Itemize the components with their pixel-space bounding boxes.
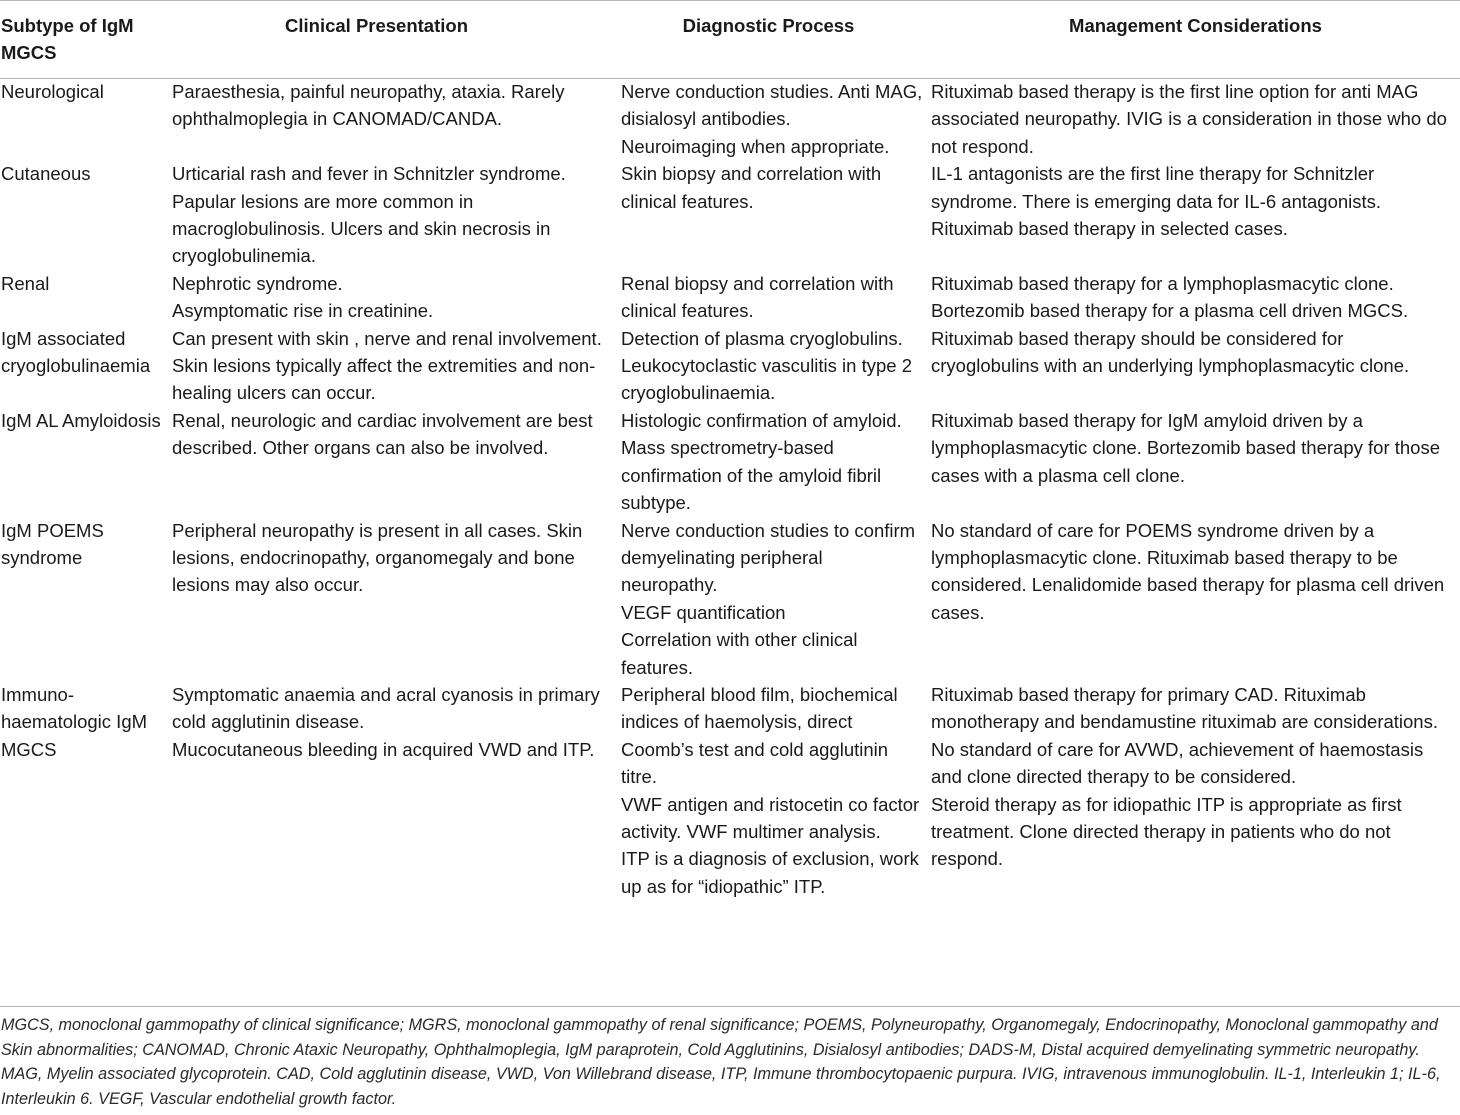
table-body (0, 78, 1460, 900)
cell-paragraph: Renal, neurologic and cardiac involvement are best described. Other organs can also be involved. (172, 409, 593, 459)
subtype-cell: Neurological (1, 81, 104, 102)
management-cell (931, 270, 1460, 325)
cell-paragraph: Steroid therapy as for idiopathic ITP is appropriate as first treatment. Clone directed therapy in patients who do not respond. (931, 793, 1402, 870)
cell-paragraph: VWF antigen and ristocetin co factor activity. VWF multimer analysis. (621, 793, 920, 842)
cell-paragraph: Rituximab based therapy should be considered for cryoglobulins with an underlying lymphoplasmacytic clone. (931, 327, 1410, 377)
management-cell (931, 517, 1460, 681)
clinical-cell (172, 681, 621, 900)
management-cell (931, 681, 1460, 900)
cell-paragraph: Renal biopsy and correlation with clinical features. (621, 272, 894, 322)
management-cell (931, 325, 1460, 407)
clinical-cell (172, 78, 621, 160)
cell-paragraph: Peripheral blood film, biochemical indices of haemolysis, direct Coomb’s test and cold agglutinin titre. (621, 683, 898, 788)
header-subtype: Subtype of IgM MGCS (1, 15, 134, 63)
cell-paragraph: Paraesthesia, painful neuropathy, ataxia. Rarely ophthalmoplegia in CANOMAD/CANDA. (172, 81, 565, 130)
table-row (0, 160, 1460, 270)
clinical-cell (172, 270, 621, 325)
cell-paragraph: Rituximab based therapy for primary CAD. Rituximab monotherapy and bendamustine rituximab are considerations. (931, 683, 1438, 733)
diagnostic-cell (621, 517, 931, 681)
cell-paragraph: Urticarial rash and fever in Schnitzler syndrome. (172, 163, 566, 185)
cell-paragraph: Mass spectrometry-based confirmation of the amyloid fibril subtype. (621, 437, 882, 514)
cell-paragraph: Peripheral neuropathy is present in all cases. Skin lesions, endocrinopathy, organomegaly and bone lesions may also occur. (172, 519, 583, 596)
cell-paragraph: Asymptomatic rise in creatinine. (172, 300, 434, 322)
header-clinical-presentation: Clinical Presentation (285, 15, 468, 36)
cell-paragraph: Correlation with other clinical features. (621, 629, 858, 678)
subtype-cell: Immuno-haematologic IgM MGCS (1, 683, 148, 760)
cell-paragraph: Histologic confirmation of amyloid. (621, 409, 902, 431)
cell-paragraph: Mucocutaneous bleeding in acquired VWD and ITP. (172, 738, 595, 760)
clinical-cell (172, 517, 621, 681)
clinical-cell (172, 407, 621, 517)
cell-paragraph: No standard of care for AVWD, achievement of haemostasis and clone directed therapy to be considered. (931, 738, 1424, 788)
cell-paragraph: Papular lesions are more common in macroglobulinosis. Ulcers and skin necrosis in cryoglobulinemia. (172, 190, 551, 267)
cell-paragraph: Rituximab based therapy for a lymphoplasmacytic clone. (931, 272, 1394, 294)
cell-paragraph: Nephrotic syndrome. (172, 272, 343, 294)
cell-paragraph: Rituximab based therapy for IgM amyloid driven by a lymphoplasmacytic clone. Bortezomib based therapy for those cases with a plasma cell clone. (931, 409, 1441, 486)
header-management-considerations: Management Considerations (1069, 15, 1322, 36)
subtype-cell: Renal (1, 272, 50, 294)
clinical-cell (172, 160, 621, 270)
diagnostic-cell (621, 160, 931, 270)
cell-paragraph: VEGF quantification (621, 601, 786, 623)
cell-paragraph: Symptomatic anaemia and acral cyanosis in primary cold agglutinin disease. (172, 683, 600, 733)
table-bottom-rule (0, 1006, 1460, 1007)
cell-paragraph: Bortezomib based therapy for a plasma cell driven MGCS. (931, 300, 1409, 322)
table-row (0, 517, 1460, 681)
subtype-cell: Cutaneous (1, 163, 91, 185)
cell-paragraph: Nerve conduction studies. Anti MAG, disialosyl antibodies. (621, 81, 923, 130)
cell-paragraph: Can present with skin , nerve and renal involvement. Skin lesions typically affect the extremities and non-healing ulcers can occur. (172, 327, 602, 404)
cell-paragraph: No standard of care for POEMS syndrome driven by a lymphoplasmacytic clone. Rituximab based therapy to be considered. Lenalidomide based therapy for plasma cell driven cases. (931, 519, 1445, 623)
diagnostic-cell (621, 78, 931, 160)
diagnostic-cell (621, 407, 931, 517)
cell-paragraph: Skin biopsy and correlation with clinical features. (621, 163, 882, 212)
cell-paragraph: ITP is a diagnosis of exclusion, work up as for “idiopathic” ITP. (621, 848, 919, 897)
management-cell (931, 78, 1460, 160)
cell-paragraph: Nerve conduction studies to confirm demyelinating peripheral neuropathy. (621, 519, 916, 596)
table-row (0, 681, 1460, 900)
clinical-cell (172, 325, 621, 407)
cell-paragraph: Neuroimaging when appropriate. (621, 135, 890, 157)
table-row (0, 270, 1460, 325)
cell-paragraph: Rituximab based therapy in selected cases. (931, 218, 1288, 240)
table-footnote: MGCS, monoclonal gammopathy of clinical significance; MGRS, monoclonal gammopathy of renal significance; POEMS, Polyneuropathy, Organomegaly, Endocrinopathy, Monoclonal gammopathy and Skin abnormalities; CANOMAD, Chronic Ataxic Neuropathy, Ophthalmoplegia, IgM paraprotein, Cold Agglutinins, Disialosyl antibodies; DADS-M, Distal acquired demyelinating symmetric neuropathy. MAG, Myelin associated glycoprotein. CAD, Cold agglutinin disease, VWD, Von Willebrand disease, ITP, Immune thrombocytopaenic purpura. IVIG, intravenous immunoglobulin. IL-1, Interleukin 1; IL-6, Interleukin 6. VEGF, Vascular endothelial growth factor. (1, 1016, 1441, 1109)
cell-paragraph: Detection of plasma cryoglobulins. Leukocytoclastic vasculitis in type 2 cryoglobulinaemia. (621, 327, 912, 404)
header-row (0, 0, 1460, 78)
table-row (0, 78, 1460, 160)
subtype-cell: IgM POEMS syndrome (1, 519, 104, 568)
cell-paragraph: IL-1 antagonists are the first line therapy for Schnitzler syndrome. There is emerging data for IL-6 antagonists. (931, 163, 1382, 212)
subtype-cell: IgM associated cryoglobulinaemia (1, 327, 151, 377)
table-row (0, 407, 1460, 517)
diagnostic-cell (621, 325, 931, 407)
header-diagnostic-process: Diagnostic Process (682, 15, 855, 36)
cell-paragraph: Rituximab based therapy is the first line option for anti MAG associated neuropathy. IVIG is a consideration in those who do not respond. (931, 81, 1447, 157)
table-row (0, 325, 1460, 407)
diagnostic-cell (621, 681, 931, 900)
management-cell (931, 160, 1460, 270)
management-cell (931, 407, 1460, 517)
subtype-cell: IgM AL Amyloidosis (1, 409, 161, 431)
diagnostic-cell (621, 270, 931, 325)
